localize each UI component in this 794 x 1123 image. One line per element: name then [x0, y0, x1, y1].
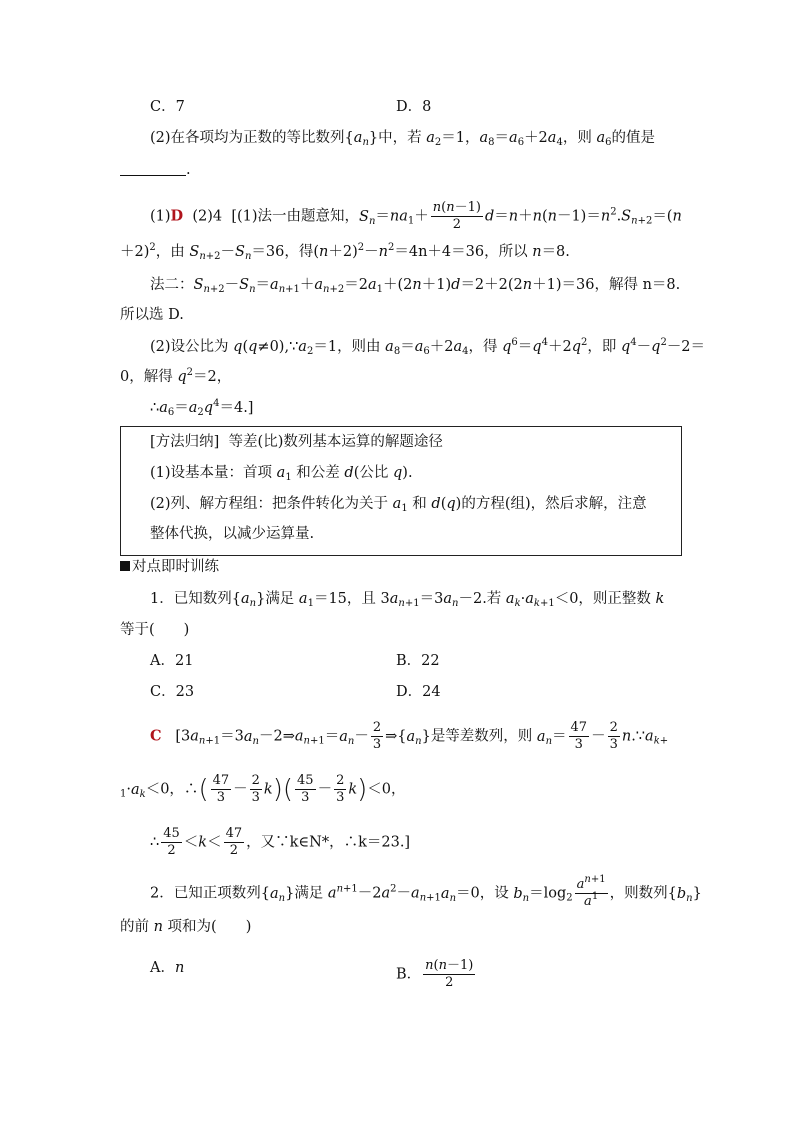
answer-line-1: (1)D (2)4 [(1)法一由题意知，$S_n=na_1+$ $\frac{n(n-1)}{2}$ $d=n+n(n-1)=n^2.S_{n+2}=(n$ [150, 200, 682, 232]
method-box-item-1: (1)设基本量：首项 $a_1$ 和公差 d(公比 q). [150, 465, 413, 483]
answer-blank: . [120, 160, 191, 180]
problem-1-answer-b: $_1\cdot a_k<0$，∴( $\frac{47}{3}$ － $\frac{2}{3}$ k)( $\frac{45}{3}$ － $\frac{2}{3}$ k)＜0， [120, 773, 406, 805]
problem-1-answer: C [$3a_{n+1}=3a_n-2\Rightarrow a_{n+1}=a_n-$ $\frac{2}{3}$ $\Rightarrow\{a_n\}$是等差数列，则 $a_n=$ $\frac{47}{3}$ － $\frac{2}{3}$ $n.\because a_{k+}$ [150, 720, 669, 752]
method-box-item-2: (2)列、解方程组：把条件转化为关于 $a_1$ 和 d(q)的方程(组)，然后求解，注意 [150, 496, 647, 514]
problem-2-option-b: B． $\frac{n(n-1)}{2}$ [396, 958, 474, 990]
problem-2-stem: 2．已知正项数列$\{a_n\}$满足 $a^{n+1}-2a^2-a_{n+1}a_n=0$，设 $b_n=\log_2$ $\frac{a^{n+1}}{a^1}$ ，则数列$\{b_n\}$ [150, 874, 702, 909]
problem-1-answer-c: ∴ $\frac{45}{2}$ ＜k＜ $\frac{47}{2}$ ，又∵k∈N*，∴k＝23.] [150, 826, 411, 858]
section-header: 对点即时训练 [120, 557, 219, 577]
problem-2-stem-cont: 的前 n 项和为( ) [120, 919, 252, 935]
problem-1-option-a: A．21 [150, 653, 194, 669]
answer-method-2-end: 所以选 D. [120, 307, 184, 323]
problem-2-option-a: A．n [150, 960, 185, 976]
answer-part-2: (2)设公比为 $q(q\ne 0),\because a_2=1$，则由 $a_8=a_6+2a_4$，得 $q^6=q^4+2q^2$，即 $q^4-q^2-2=$ [150, 337, 706, 357]
problem-1-option-d: D．24 [396, 684, 441, 700]
option-c: C．7 [150, 99, 185, 115]
answer-letter-d: D [170, 207, 184, 225]
method-box-item-2-cont: 整体代换，以减少运算量. [150, 526, 315, 542]
answer-part-2-c: $\therefore a_6=a_2q^4=4$.] [150, 398, 254, 418]
question-2-stem: (2)在各项均为正数的等比数列$\{a_n\}$中，若 $a_2=1$，$a_8=a_6+2a_4$，则 $a_6$的值是 [150, 130, 655, 148]
problem-1-stem-cont: 等于( ) [120, 622, 190, 638]
problem-1-option-b: B．22 [396, 653, 440, 669]
problem-1-option-c: C．23 [150, 684, 195, 700]
answer-method-2: 法二：$S_{n+2}-S_n=a_{n+1}+a_{n+2}=2a_1+(2n+1)d=2+2(2n+1)=36$，解得 n＝8. [150, 277, 681, 295]
answer-line-2: ＋2)$^2$，由 $S_{n+2}-S_n=36$，得$(n+2)^2-n^2=4n+4=36$，所以 n＝8. [120, 242, 570, 262]
fraction: $\frac{n(n-1)}{2}$ [432, 200, 481, 232]
problem-1-stem: 1．已知数列$\{a_n\}$满足 $a_1=15$，且 $3a_{n+1}=3a_n-2$.若 $a_k\cdot a_{k+1}<0$，则正整数 k [150, 591, 665, 609]
answer-part-2-b: 0，解得 $q^2=2$， [120, 367, 232, 385]
method-box-title: [方法归纳] 等差(比)数列基本运算的解题途径 [150, 434, 443, 450]
option-d: D．8 [396, 99, 432, 115]
square-bullet-icon [120, 561, 130, 571]
answer-letter-c: C [150, 727, 162, 745]
